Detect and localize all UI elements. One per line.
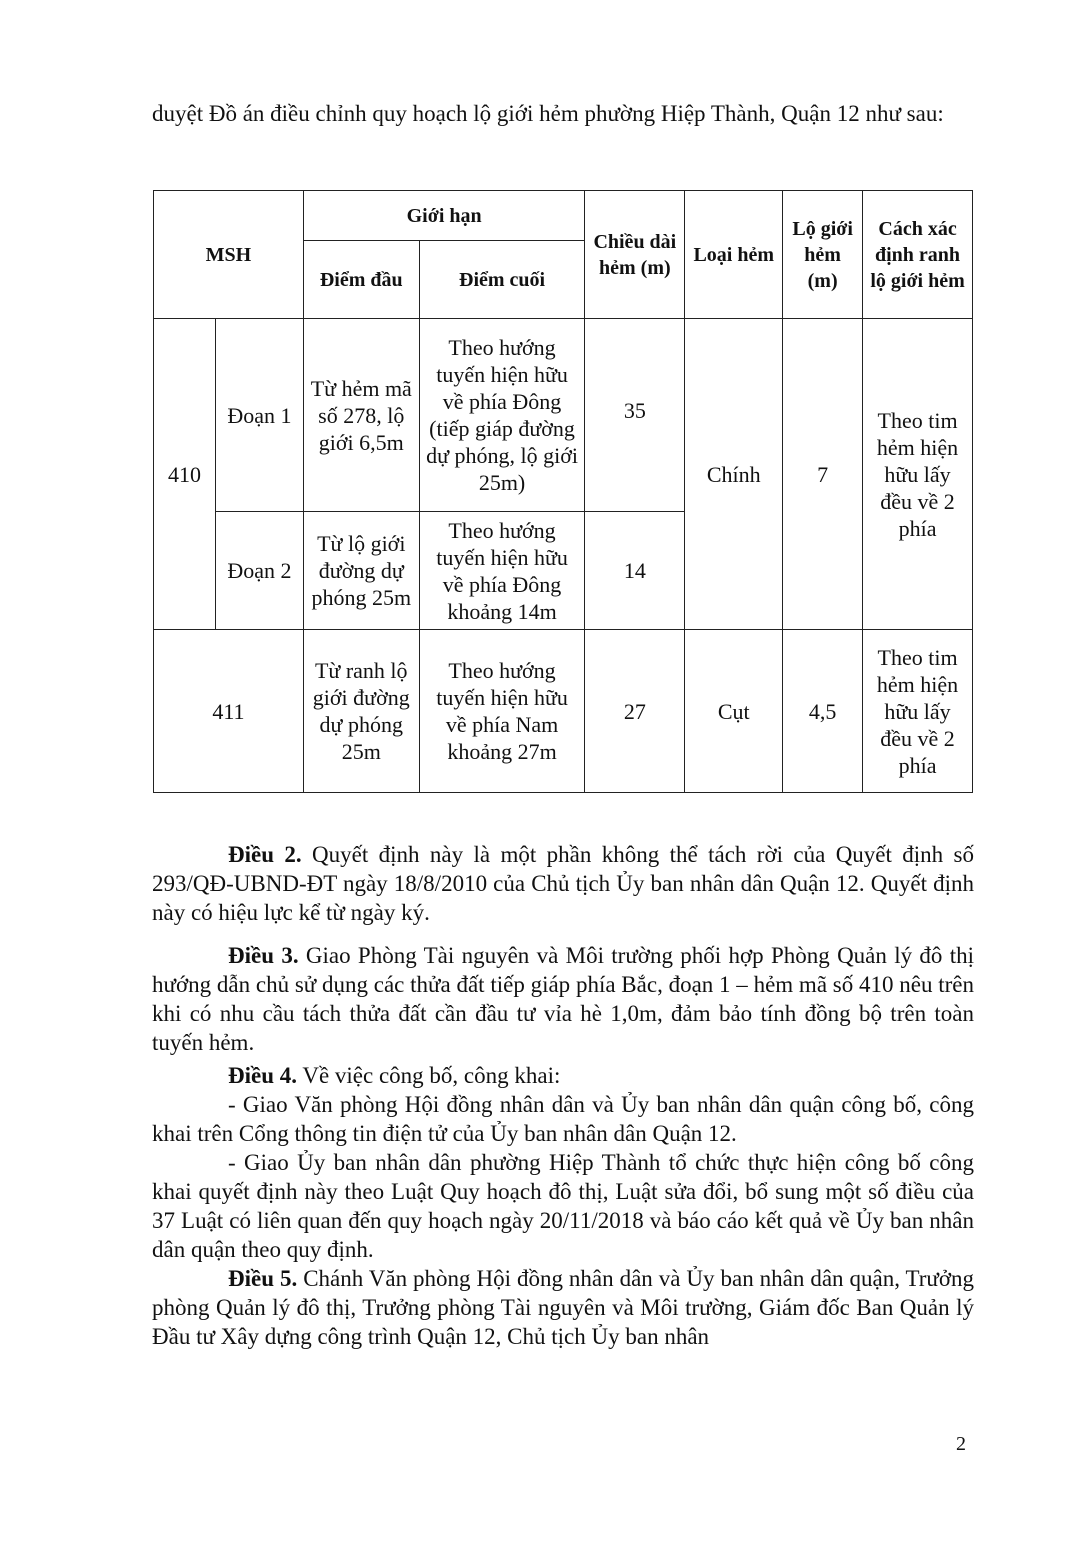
header-gioi-han: Giới hạn <box>303 191 585 241</box>
header-diem-dau: Điểm đầu <box>303 241 419 319</box>
articles-section <box>152 840 974 1351</box>
cell-diem-cuoi: Theo hướng tuyến hiện hữu về phía Đông (tiếp giáp đường dự phóng, lộ giới 25m) <box>419 319 585 512</box>
cell-loai-hem: Cụt <box>685 630 783 793</box>
cell-chieu-dai: 27 <box>585 630 685 793</box>
article-4-item-1: - Giao Văn phòng Hội đồng nhân dân và Ủy ban nhân dân quận công bố, công khai trên Cổng thông tin điện tử của Ủy ban nhân dân Quận 12. <box>152 1092 974 1146</box>
cell-lo-gioi: 4,5 <box>783 630 863 793</box>
table-row <box>154 630 973 793</box>
header-row <box>154 191 973 241</box>
cell-chieu-dai: 14 <box>585 512 685 630</box>
article-2-title: Điều 2. <box>228 842 302 867</box>
cell-cach-xac-dinh: Theo tim hẻm hiện hữu lấy đều về 2 phía <box>863 319 973 630</box>
article-4-text: Về việc công bố, công khai: <box>302 1063 561 1088</box>
article-3-text: Giao Phòng Tài nguyên và Môi trường phối hợp Phòng Quản lý đô thị hướng dẫn chủ sử dụng các thửa đất tiếp giáp phía Bắc, đoạn 1 – hẻm mã số 410 nêu trên khi có nhu cầu tách thửa đất cần đầu tư vỉa hè 1,0m, đảm bảo tính đồng bộ trên toàn tuyến hẻm. <box>152 943 975 1055</box>
header-chieu-dai: Chiều dài hẻm (m) <box>585 191 685 319</box>
cell-diem-dau: Từ hẻm mã số 278, lộ giới 6,5m <box>303 319 419 512</box>
article-2 <box>152 840 974 927</box>
header-loai-hem: Loại hẻm <box>685 191 783 319</box>
article-4-item-2: - Giao Ủy ban nhân dân phường Hiệp Thành tổ chức thực hiện công bố công khai quyết định này theo Luật Quy hoạch đô thị, Luật sửa đổi, bổ sung một số điều của 37 Luật có liên quan đến quy hoạch ngày 20/11/2018 và báo cáo kết quả về Ủy ban nhân dân quận theo quy định. <box>152 1150 974 1262</box>
article-3-title: Điều 3. <box>228 943 299 968</box>
header-msh: MSH <box>154 191 304 319</box>
cell-msh: 411 <box>154 630 304 793</box>
cell-diem-dau: Từ ranh lộ giới đường dự phóng 25m <box>303 630 419 793</box>
cell-diem-dau: Từ lộ giới đường dự phóng 25m <box>303 512 419 630</box>
cell-chieu-dai: 35 <box>585 319 685 512</box>
article-4 <box>152 1061 974 1090</box>
cell-diem-cuoi: Theo hướng tuyến hiện hữu về phía Nam khoảng 27m <box>419 630 585 793</box>
cell-msh: 410 <box>154 319 216 630</box>
article-5-title: Điều 5. <box>228 1266 298 1291</box>
header-cach-xac-dinh: Cách xác định ranh lộ giới hẻm <box>863 191 973 319</box>
article-5 <box>152 1264 974 1351</box>
article-5-text: Chánh Văn phòng Hội đồng nhân dân và Ủy ban nhân dân quận, Trưởng phòng Quản lý đô thị, Trưởng phòng Tài nguyên và Môi trường, Giám đốc Ban Quản lý Đầu tư Xây dựng công trình Quận 12, Chủ tịch Ủy ban nhân <box>152 1266 975 1349</box>
header-diem-cuoi: Điểm cuối <box>419 241 585 319</box>
article-2-text: Quyết định này là một phần không thể tách rời của Quyết định số 293/QĐ-UBND-ĐT ngày 18/8/2010 của Chủ tịch Ủy ban nhân dân Quận 12. Quyết định này có hiệu lực kể từ ngày ký. <box>152 842 975 925</box>
cell-doan: Đoạn 2 <box>215 512 303 630</box>
table-row <box>154 319 973 512</box>
cell-cach-xac-dinh: Theo tim hẻm hiện hữu lấy đều về 2 phía <box>863 630 973 793</box>
header-lo-gioi: Lộ giới hẻm (m) <box>783 191 863 319</box>
article-3 <box>152 941 974 1057</box>
cell-doan: Đoạn 1 <box>215 319 303 512</box>
intro-paragraph: duyệt Đồ án điều chỉnh quy hoạch lộ giới hẻm phường Hiệp Thành, Quận 12 như sau: <box>152 101 944 126</box>
cell-lo-gioi: 7 <box>783 319 863 630</box>
cell-diem-cuoi: Theo hướng tuyến hiện hữu về phía Đông khoảng 14m <box>419 512 585 630</box>
cell-loai-hem: Chính <box>685 319 783 630</box>
msh-table <box>153 190 973 793</box>
page-number: 2 <box>956 1433 966 1455</box>
article-4-title: Điều 4. <box>228 1063 297 1088</box>
